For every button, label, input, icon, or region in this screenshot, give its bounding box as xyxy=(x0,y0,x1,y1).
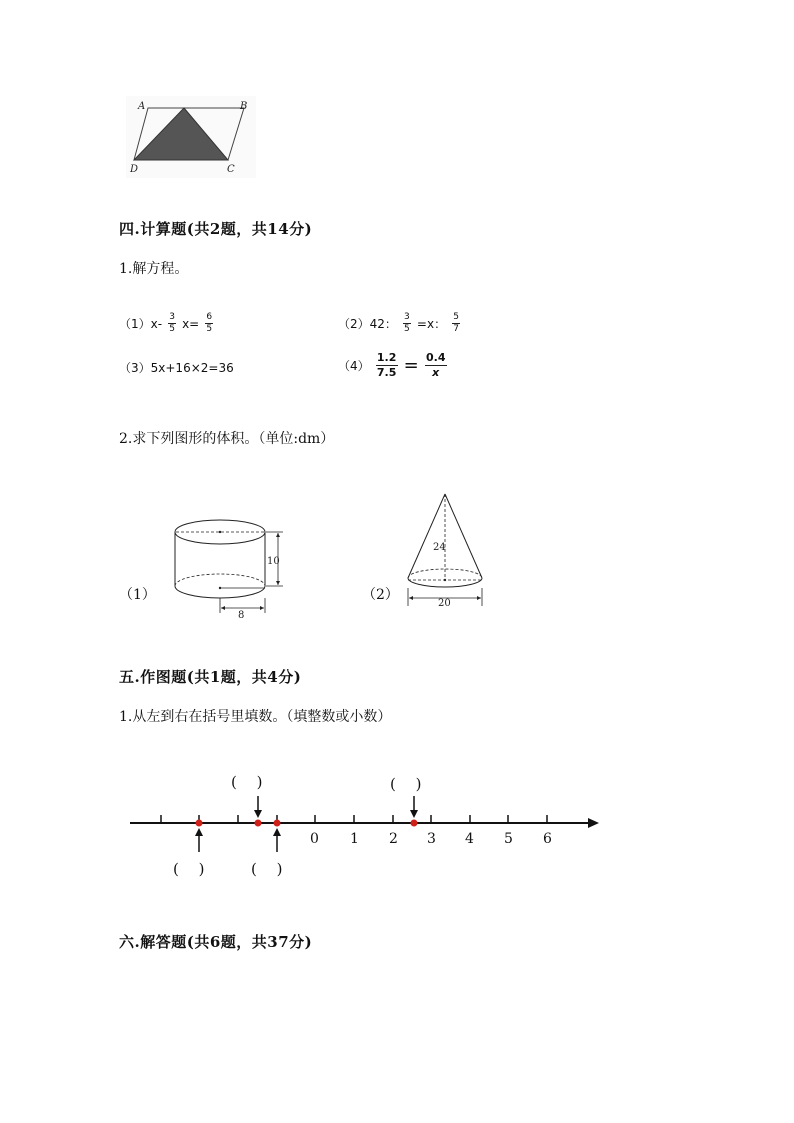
cone-height-label: 24 xyxy=(433,542,446,553)
answer-bracket-top-1: ( ) xyxy=(231,773,263,791)
point-marker xyxy=(255,820,262,827)
eq2-pre: 42： xyxy=(369,317,397,331)
tick-label-3: 3 xyxy=(427,831,436,847)
section5-heading: 五.作图题(共1题，共4分) xyxy=(119,668,302,686)
eq2-mid: =x： xyxy=(416,317,447,331)
point-marker xyxy=(274,820,281,827)
point-marker xyxy=(411,820,418,827)
tick-label-1: 1 xyxy=(350,831,359,847)
eq3-text: 5x+16×2=36 xyxy=(150,360,234,375)
cone-diameter-label: 20 xyxy=(438,598,451,609)
section6-heading: 六.解答题(共6题，共37分) xyxy=(119,933,313,951)
vertex-label-d: D xyxy=(130,164,139,175)
eq3-label: （3） xyxy=(119,361,151,375)
answer-bracket-top-2: ( ) xyxy=(390,775,422,793)
cone-label: （2） xyxy=(362,587,399,603)
eq2-label: （2） xyxy=(338,317,370,331)
cone-figure xyxy=(402,490,492,612)
eq2-fraction-a: $\frac{3}{5}$ xyxy=(404,312,410,334)
cylinder-figure xyxy=(168,512,288,622)
eq4-fraction-b: $\frac{0.4}{x}$ xyxy=(425,351,446,379)
tick-label-4: 4 xyxy=(465,831,474,847)
eq2-fraction-b: $\frac{5}{7}$ xyxy=(453,312,459,334)
number-line-figure xyxy=(125,768,605,883)
tick-label-6: 6 xyxy=(543,831,552,847)
tick-label-5: 5 xyxy=(504,831,513,847)
cylinder-height-label: 10 xyxy=(267,556,280,567)
eq1-fraction-a: $\frac{3}{5}$ xyxy=(169,312,175,334)
equation-2 xyxy=(338,312,466,335)
q1-title: 1.解方程。 xyxy=(119,261,189,277)
cylinder-radius-label: 8 xyxy=(238,610,245,621)
eq1-label: （1） xyxy=(119,317,151,331)
vertex-label-a: A xyxy=(138,101,146,112)
tick-label-2: 2 xyxy=(389,831,398,847)
equation-3 xyxy=(119,359,234,376)
vertex-label-b: B xyxy=(240,101,248,112)
answer-bracket-bottom-1: ( ) xyxy=(173,860,205,878)
cylinder-label: （1） xyxy=(119,587,156,603)
section4-heading: 四.计算题(共2题，共14分) xyxy=(119,220,313,238)
tick-label-0: 0 xyxy=(310,831,319,847)
answer-bracket-bottom-2: ( ) xyxy=(251,860,283,878)
eq4-label: （4） xyxy=(338,359,370,373)
eq4-fraction-a: $\frac{1.2}{7.5}$ xyxy=(376,351,397,379)
vertex-label-c: C xyxy=(227,164,235,175)
parallelogram-figure xyxy=(126,96,256,178)
eq4-equals: = xyxy=(403,355,419,376)
q2-title: 2.求下列图形的体积。（单位:dm） xyxy=(119,431,335,447)
equation-4 xyxy=(338,351,453,380)
section5-q1-title: 1.从左到右在括号里填数。（填整数或小数） xyxy=(119,709,392,725)
point-marker xyxy=(196,820,203,827)
eq1-fraction-b: $\frac{6}{5}$ xyxy=(206,312,213,334)
eq1-mid: x= xyxy=(182,316,200,331)
eq1-pre: x- xyxy=(150,316,163,331)
equation-1 xyxy=(119,312,219,335)
